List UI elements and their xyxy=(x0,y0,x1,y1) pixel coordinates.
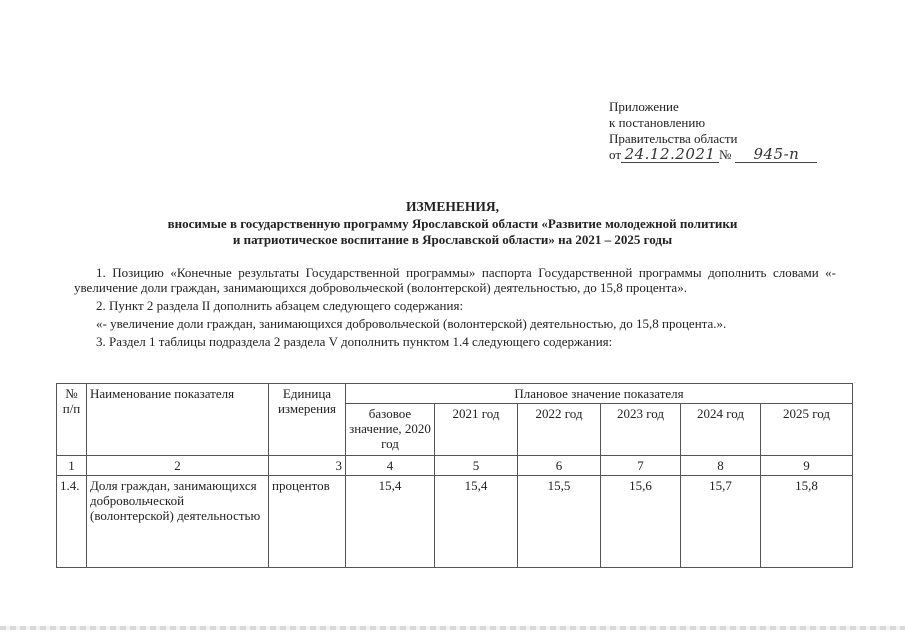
col-number: 3 xyxy=(269,456,346,476)
row-num: 1.4. xyxy=(57,476,87,568)
row-value-2022: 15,5 xyxy=(518,476,601,568)
subtitle-line-1: вносимые в государственную программу Ярославской области «Развитие молодежной политики xyxy=(167,216,738,231)
header-base-value: базовое значение, 2020 год xyxy=(346,404,435,456)
appendix-block xyxy=(609,99,817,163)
col-number: 8 xyxy=(681,456,761,476)
handwritten-number: 945-п xyxy=(735,147,817,163)
col-number: 4 xyxy=(346,456,435,476)
paragraph-2: 2. Пункт 2 раздела II дополнить абзацем следующего содержания: xyxy=(96,298,464,313)
header-num: № п/п xyxy=(57,384,87,456)
row-base-value: 15,4 xyxy=(346,476,435,568)
paragraph-1: 1. Позицию «Конечные результаты Государственной программы» паспорта Государственной программы дополнить словами «- увеличение доли граждан, занимающихся добровольческой (волонтерской) деятельностью, до 15,8 процента». xyxy=(74,265,836,295)
col-number: 6 xyxy=(518,456,601,476)
document-subtitle xyxy=(0,216,905,248)
appendix-line-3: Правительства области xyxy=(609,131,738,146)
number-label: № xyxy=(719,147,732,162)
from-label: от xyxy=(609,147,622,162)
row-value-2025: 15,8 xyxy=(761,476,853,568)
amendment-text xyxy=(74,265,836,349)
row-unit: процентов xyxy=(269,476,346,568)
appendix-line-2: к постановлению xyxy=(609,115,706,130)
row-value-2024: 15,7 xyxy=(681,476,761,568)
col-number: 1 xyxy=(57,456,87,476)
paragraph-3: 3. Раздел 1 таблицы подраздела 2 раздела V дополнить пунктом 1.4 следующего содержания: xyxy=(96,334,613,349)
handwritten-date: 24.12.2021 xyxy=(621,147,719,163)
header-2022: 2022 год xyxy=(518,404,601,456)
row-indicator-name: Доля граждан, занимающихся добровольческой (волонтерской) деятельностью xyxy=(87,476,269,568)
header-2023: 2023 год xyxy=(601,404,681,456)
document-title: ИЗМЕНЕНИЯ, xyxy=(405,199,499,214)
col-number: 7 xyxy=(601,456,681,476)
paragraph-2-quote: «- увеличение доли граждан, занимающихся добровольческой (волонтерской) деятельностью, до 15,8 процента.». xyxy=(96,316,727,331)
subtitle-line-2: и патриотическое воспитание в Ярославской области» на 2021 – 2025 годы xyxy=(232,232,673,247)
col-number: 2 xyxy=(87,456,269,476)
header-planned-value: Плановое значение показателя xyxy=(346,384,853,404)
row-value-2023: 15,6 xyxy=(601,476,681,568)
scan-artifact-strip xyxy=(0,626,905,630)
col-number: 9 xyxy=(761,456,853,476)
header-2021: 2021 год xyxy=(435,404,518,456)
decree-date-number xyxy=(609,147,817,163)
indicators-table xyxy=(56,383,853,568)
header-indicator-name: Наименование показателя xyxy=(87,384,269,456)
row-value-2021: 15,4 xyxy=(435,476,518,568)
header-unit: Единица измерения xyxy=(269,384,346,456)
col-number: 5 xyxy=(435,456,518,476)
appendix-line-1: Приложение xyxy=(609,99,679,114)
header-2025: 2025 год xyxy=(761,404,853,456)
header-2024: 2024 год xyxy=(681,404,761,456)
table-row xyxy=(57,476,853,568)
column-number-row xyxy=(57,456,853,476)
